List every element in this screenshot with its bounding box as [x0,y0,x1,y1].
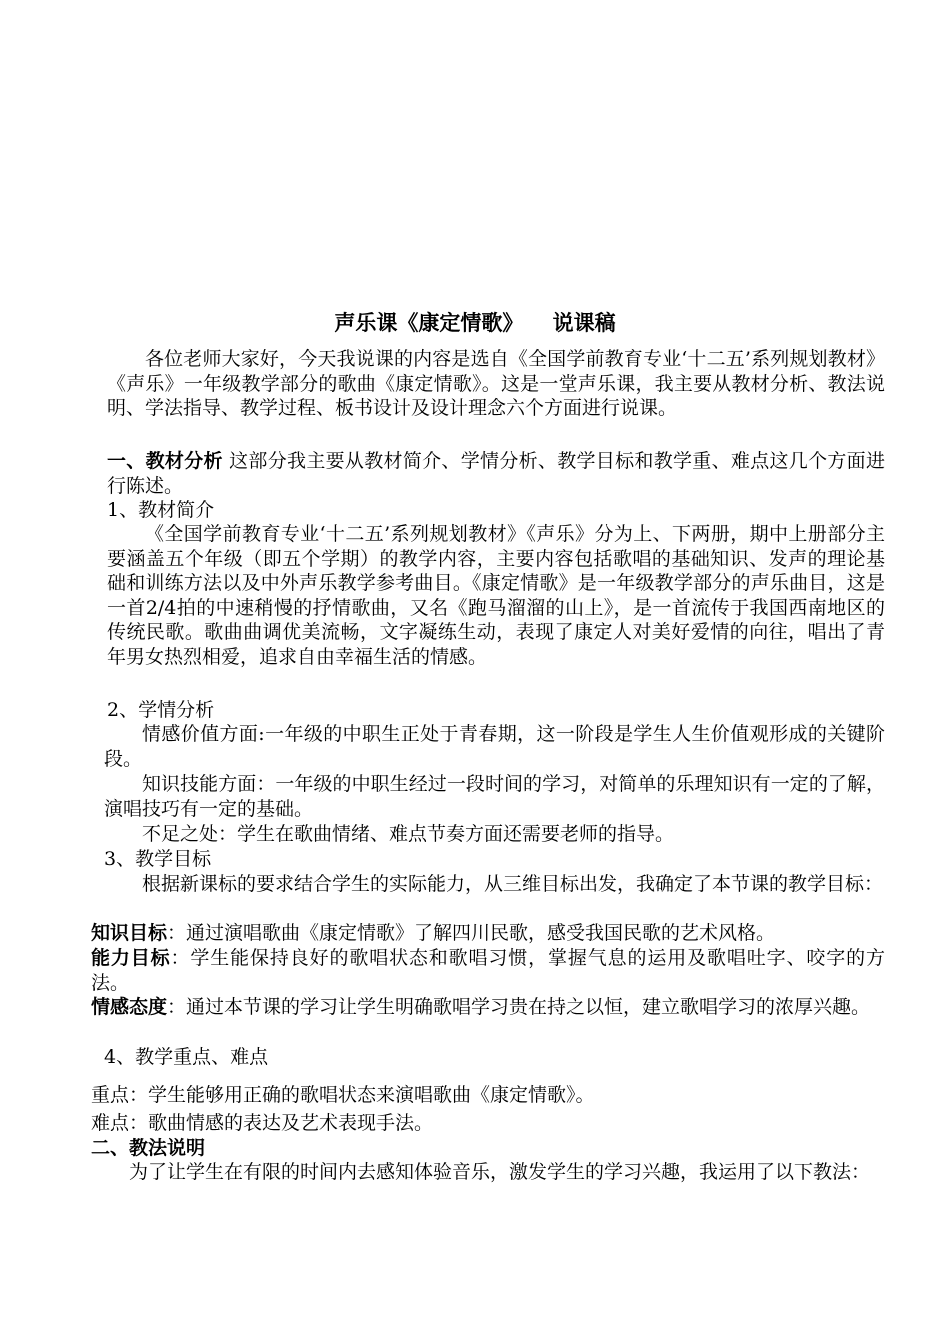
goal-knowledge-text: ：通过演唱歌曲《康定情歌》了解四川民歌，感受我国民歌的艺术风格。 [167,922,776,944]
section-1-text: 这部分我主要从教材简介、学情分析、教学目标和教学重、难点这几个方面进行陈述。 [107,450,885,497]
subsection-3-text: 根据新课标的要求结合学生的实际能力，从三维目标出发，我确定了本节课的教学目标： [142,873,884,895]
section-2-heading: 二、教法说明 [91,1137,206,1159]
subsection-2-paragraph-1: 情感价值方面:一年级的中职生正处于青春期，这一阶段是学生人生价值观形成的关键阶段。 [104,723,885,770]
subsection-4-heading: 4、教学重点、难点 [104,1046,269,1068]
subsection-2-heading: 2、学情分析 [107,699,215,721]
key-point: 重点：学生能够用正确的歌唱状态来演唱歌曲《康定情歌》。 [91,1084,595,1106]
subsection-3-heading: 3、教学目标 [104,848,212,870]
difficult-point: 难点：歌曲情感的表达及艺术表现手法。 [91,1112,434,1134]
goal-ability-label: 能力目标 [91,947,171,969]
goal-ability-text: ：学生能保持良好的歌唱状态和歌唱习惯，掌握气息的运用及歌唱吐字、咬字的方法。 [91,947,885,994]
goal-emotion-label: 情感态度 [91,996,168,1018]
document-title: 声乐课《康定情歌》 说课稿 [334,310,616,335]
subsection-1-text: 《全国学前教育专业‘十二五’系列规划教材》《声乐》分为上、下两册，期中上册部分主要涵盖五个年级（即五个学期）的教学内容，主要内容包括歌唱的基础知识、发声的理论基础和训练方法以及中外声乐教学参考曲目。《康定情歌》是一年级教学部分的声乐曲目，这是一首2/4拍的中速稍慢的抒情歌曲，又名《跑马溜溜的山上》，是一首流传于我国西南地区的传统民歌。歌曲曲调优美流畅，文字凝练生动，表现了康定人对美好爱情的向往，唱出了青年男女热烈相爱，追求自由幸福生活的情感。 [107,523,885,668]
goal-emotion [91,995,885,1020]
subsection-2-paragraph-2: 知识技能方面：一年级的中职生经过一段时间的学习，对简单的乐理知识有一定的了解，演唱技巧有一定的基础。 [104,773,885,820]
section-2-text: 为了让学生在有限的时间内去感知体验音乐，激发学生的学习兴趣，我运用了以下教法： [129,1161,871,1183]
subsection-1-heading: 1、教材简介 [107,499,215,521]
goal-knowledge-label: 知识目标 [91,922,168,944]
subsection-2-paragraph-3: 不足之处：学生在歌曲情绪、难点节奏方面还需要老师的指导。 [142,823,675,845]
goal-knowledge [91,921,885,946]
intro-paragraph: 各位老师大家好，今天我说课的内容是选自《全国学前教育专业‘十二五’系列规划教材》《声乐》一年级教学部分的歌曲《康定情歌》。这是一堂声乐课，我主要从教材分析、教法说明、学法指导、教学过程、板书设计及设计理念六个方面进行说课。 [107,348,885,420]
goal-emotion-text: ：通过本节课的学习让学生明确歌唱学习贵在持之以恒，建立歌唱学习的浓厚兴趣。 [167,996,871,1018]
section-1-paragraph [107,449,885,498]
goal-ability [91,946,885,995]
section-1-heading: 一、教材分析 [107,450,223,472]
